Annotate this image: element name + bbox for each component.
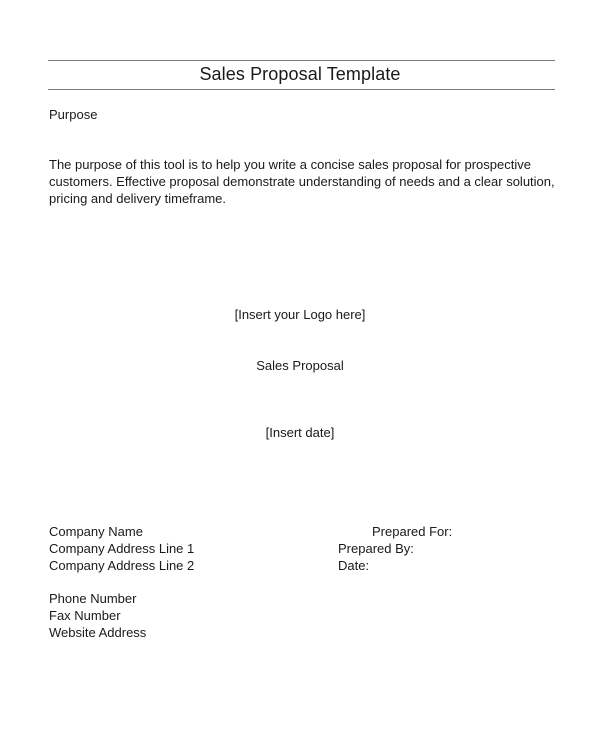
purpose-line: pricing and delivery timeframe.	[49, 191, 227, 206]
contact-block	[49, 590, 146, 641]
website-address: Website Address	[49, 625, 147, 640]
prepared-date-label: Date:	[338, 558, 370, 573]
phone-number: Phone Number	[49, 591, 137, 606]
prepared-for-label: Prepared For:	[372, 524, 453, 539]
company-address-line-2: Company Address Line 2	[49, 558, 195, 573]
purpose-paragraph	[49, 156, 555, 207]
purpose-heading: Purpose	[49, 107, 98, 122]
date-placeholder: [Insert date]	[265, 425, 335, 440]
title-bottom-rule	[48, 89, 555, 90]
fax-number: Fax Number	[49, 608, 121, 623]
company-block	[49, 523, 194, 574]
proposal-label: Sales Proposal	[256, 358, 344, 373]
logo-placeholder: [Insert your Logo here]	[234, 307, 366, 322]
prepared-by-label: Prepared By:	[338, 541, 414, 556]
document-title: Sales Proposal Template	[199, 64, 401, 84]
company-address-line-1: Company Address Line 1	[49, 541, 195, 556]
company-name: Company Name	[49, 524, 143, 539]
purpose-line: The purpose of this tool is to help you write a concise sales proposal for prospective	[49, 157, 531, 172]
purpose-line: customers. Effective proposal demonstrate understanding of needs and a clear solution,	[49, 174, 555, 189]
title-top-rule	[48, 60, 555, 61]
